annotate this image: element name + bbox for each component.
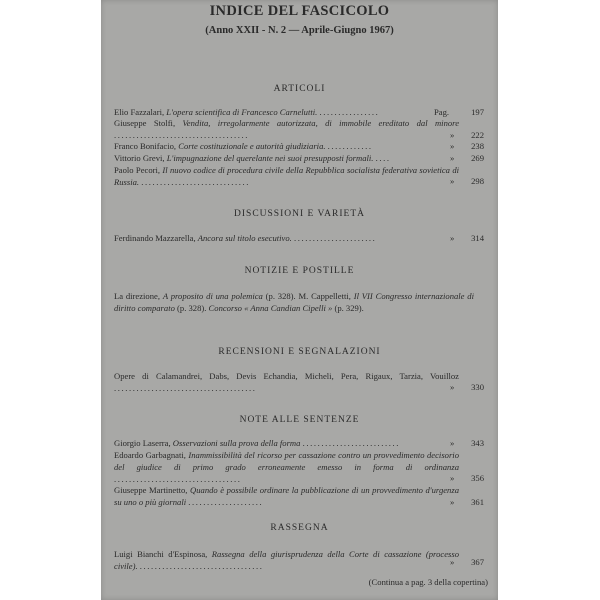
page-number: 356 [471,473,484,483]
page-label: Pag. [434,107,450,117]
entry-title: Osservazioni sulla prova della forma [172,438,301,448]
page-title: INDICE DEL FASCICOLO [209,3,390,19]
page-number: 269 [471,153,484,163]
entry-mazzarella [114,233,459,245]
continuation-note: (Continua a pag. 3 della copertina) [368,577,488,587]
page-number: 298 [471,176,484,186]
page-ditto-mark: » [450,233,455,243]
page-number: 361 [471,497,484,507]
entry-author: Ferdinando Mazzarella, [114,233,196,243]
page-ditto-mark: » [450,473,455,483]
entry-title: Corte costituzionale e autorità giudiziaria. [178,141,326,151]
entry-title: Ancora sul titolo esecutivo. [197,233,292,243]
entry-page [444,497,484,509]
entry-opere [114,371,459,395]
entry-page [444,557,484,569]
page-number: 222 [471,130,484,140]
entry-title: Vendita, irregolarmente autorizzata, di immobile ereditato dal minore [182,118,460,128]
page-ditto-mark: » [450,382,455,392]
entry-title: L'impugnazione del querelante nei suoi presupposti formali. [166,153,374,163]
entry-title: Concorso « Anna Candian Cipelli » [208,302,333,313]
entry-garbagnati [114,450,459,485]
leader-dots: ...................................... [114,382,257,393]
section-heading-discussioni: DISCUSSIONI E VARIETÀ [234,209,365,219]
entry-title: Inammissibilità del ricorso per cassazione contro un provvedimento decisorio del giudice di primo grado erroneamente emesso in forma di ordinanza [114,450,459,472]
entry-author: La direzione, [114,291,160,301]
page-ditto-mark: » [450,497,455,507]
entry-title: Rassegna della giurisprudenza della Corte di cassazione (processo civile). [114,549,459,571]
entry-martinetto [114,485,459,509]
issue-subtitle: (Anno XXII - N. 2 — Aprile-Giugno 1967) [205,25,394,36]
section-heading-recensioni: RECENSIONI E SEGNALAZIONI [218,347,381,357]
leader-dots: ............................. [141,176,250,187]
leader-dots: ................ [319,107,380,117]
leader-dots: .... [375,153,391,163]
leader-dots: .................................. [114,473,242,484]
entry-title: A proposito di una polemica [162,291,263,301]
leader-dots: ...................... [293,233,377,243]
page-ditto-mark: » [450,130,455,140]
entry-page [444,473,484,485]
page-number: 238 [471,141,484,151]
entry-page [444,153,484,165]
leader-dots: .......................... [302,438,401,448]
entry-title: Quando è possibile ordinare la pubblicazione di un provvedimento d'urgenza su uno o più giornali [114,485,459,507]
section-heading-note: NOTE ALLE SENTENZE [239,415,360,425]
page-number: 314 [471,233,484,243]
entry-laserra [114,438,459,450]
entry-author: Elio Fazzalari, [114,107,165,117]
page-ditto-mark: » [450,153,455,163]
entry-ref: (p. 328). [177,302,207,313]
leader-dots: ................................. [139,560,264,571]
entry-pecori [114,165,459,189]
entry-direzione [114,291,474,315]
page-number: 197 [471,107,484,117]
page-number: 330 [471,382,484,392]
entry-ref: (p. 329). [334,302,364,313]
entry-bianchi [114,549,459,573]
entry-grevi [114,153,459,165]
entry-page [444,438,484,450]
entry-page [444,233,484,245]
entry-page [444,141,484,153]
page-number: 343 [471,438,484,448]
entry-author: Giuseppe Stolfi, [114,118,176,128]
entry-ref: (p. 328). M. Cappelletti, [265,291,351,301]
entry-page [444,176,484,188]
entry-author: Giuseppe Martinetto, [114,485,188,495]
section-heading-articoli: ARTICOLI [273,84,326,94]
entry-author: Edoardo Garbagnati, [114,450,186,460]
entry-title: L'opera scientifica di Francesco Carnelutti. [166,107,318,117]
page-ditto-mark: » [450,141,455,151]
entry-author: Luigi Bianchi d'Espinosa, [114,549,208,559]
page-ditto-mark: » [450,438,455,448]
entry-title: Il VII Congresso internazionale di diritto comparato [114,291,474,313]
page-number: 367 [471,557,484,567]
entry-author: Franco Bonifacio, [114,141,177,151]
leader-dots: ............ [327,141,373,151]
section-heading-rassegna: RASSEGNA [270,523,329,533]
entry-text: Opere di Calamandrei, Dabs, Devis Echandia, Micheli, Pera, Rigaux, Tarzia, Vouilloz [114,371,459,381]
entry-bonifacio [114,141,459,153]
entry-page [444,382,484,394]
page-ditto-mark: » [450,176,455,186]
leader-dots: .................... [188,496,264,507]
entry-author: Giorgio Laserra, [114,438,171,448]
leader-dots: .................................... [114,129,249,140]
entry-stolfi [114,118,459,142]
entry-author: Vittorio Grevi, [114,153,165,163]
page-ditto-mark: » [450,557,455,567]
section-heading-notizie: NOTIZIE E POSTILLE [244,266,355,276]
journal-page [101,0,498,600]
entry-author: Paolo Pecori, [114,165,161,175]
entry-title: Il nuovo codice di procedura civile della Repubblica socialista federativa sovietica di Russia. [114,165,460,187]
